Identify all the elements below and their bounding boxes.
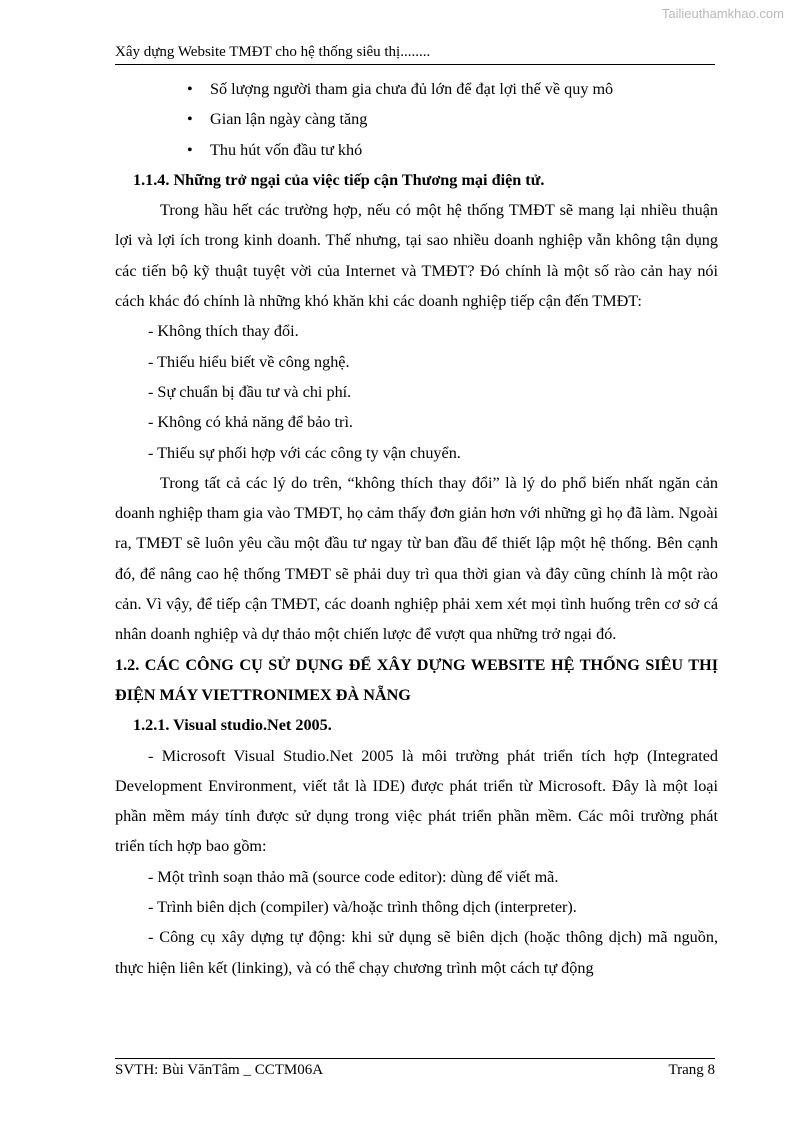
dash-item: - Thiếu sự phối hợp với các công ty vận chuyển. [148,443,461,462]
bullet-item: • Gian lận ngày càng tăng [115,104,718,134]
bullet-icon: • [187,140,193,159]
dash-item: - Thiếu hiểu biết về công nghệ. [148,352,350,371]
section-heading-1-2: 1.2. CÁC CÔNG CỤ SỬ DỤNG ĐỂ XÂY DỰNG WEBSITE HỆ THỐNG SIÊU THỊ ĐIỆN MÁY VIETTRONIMEX ĐÀ NẴNG [115,655,718,704]
dash-item: - Một trình soạn thảo mã (source code editor): dùng để viết mã. [148,867,559,886]
dash-item: - Trình biên dịch (compiler) và/hoặc trình thông dịch (interpreter). [148,898,577,917]
paragraph: Trong tất cả các lý do trên, “không thích thay đổi” là lý do phổ biến nhất ngăn cản doanh nghiệp tham gia vào TMĐT, họ cảm thấy đơn giản hơn với những gì họ đã làm. Ngoài ra, TMĐT sẽ luôn yêu cầu một đầu tư ngay từ ban đầu để thiết lập một hệ thống. Bên cạnh đó, để nâng cao hệ thống TMĐT sẽ phải duy trì qua thời gian và đây cũng chính là một rào cản. Vì vậy, để tiếp cận TMĐT, các doanh nghiệp phải xem xét mọi tình huống trên cơ sở cá nhân doanh nghiệp và dự thảo một chiến lược để vượt qua những trở ngại đó. [115,473,719,644]
bullet-icon: • [187,110,193,129]
page-footer [115,1058,715,1079]
bullet-item: • Thu hút vốn đầu tư khó [115,135,718,165]
paragraph: - Microsoft Visual Studio.Net 2005 là môi trường phát triển tích hợp (Integrated Development Environment, viết tắt là IDE) được phát triển từ Microsoft. Đây là một loại phần mềm máy tính được sử dụng trong việc phát triển phần mềm. Các môi trường phát triển tích hợp bao gồm: [115,746,718,856]
page-header: Xây dựng Website TMĐT cho hệ thống siêu thị........ [115,44,715,65]
dash-item: - Không thích thay đổi. [148,322,299,341]
dash-item: - Sự chuẩn bị đầu tư và chi phí. [148,382,352,401]
section-heading-1-2-1: 1.2.1. Visual studio.Net 2005. [133,716,332,735]
section-heading-1-1-4: 1.1.4. Những trở ngại của việc tiếp cận Thương mại điện tử. [133,170,545,189]
paragraph: - Công cụ xây dựng tự động: khi sử dụng sẽ biên dịch (hoặc thông dịch) mã nguồn, thực hiện liên kết (linking), và có thể chạy chương trình một cách tự động [115,928,718,977]
paragraph: Trong hầu hết các trường hợp, nếu có một hệ thống TMĐT sẽ mang lại nhiều thuận lợi và lợi ích trong kinh doanh. Thế nhưng, tại sao nhiều doanh nghiệp vẫn không tận dụng các tiến bộ kỹ thuật tuyệt vời của Internet và TMĐT? Đó chính là một số rào cản hay nói cách khác đó chính là những khó khăn khi các doanh nghiệp tiếp cận đến TMĐT: [115,201,718,311]
dash-item: - Không có khả năng để bảo trì. [148,413,353,432]
page-number: Trang 8 [668,1062,715,1078]
page-body [115,74,718,983]
bullet-icon: • [187,80,193,98]
footer-author: SVTH: Bùi VănTâm _ CCTM06A [115,1062,324,1078]
watermark: Tailieuthamkhao.com [661,6,784,21]
bullet-item: • Số lượng người tham gia chưa đủ lớn để đạt lợi thế về quy mô [115,74,718,104]
